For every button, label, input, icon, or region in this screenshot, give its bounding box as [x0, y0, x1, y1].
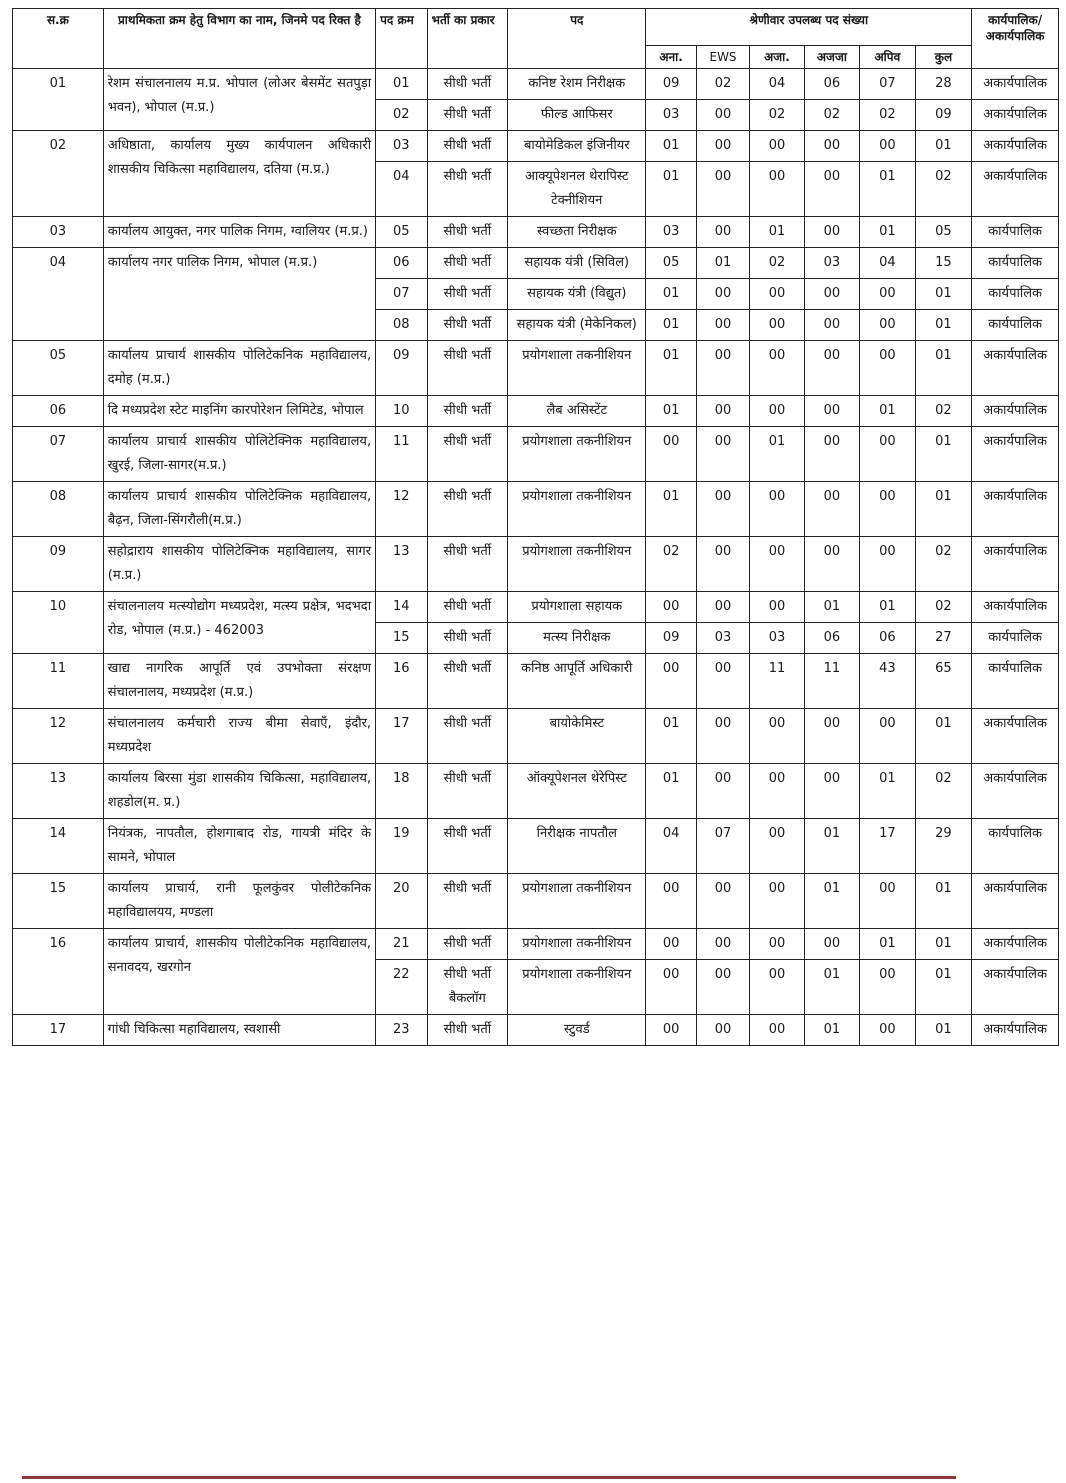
department-cell: कार्यालय नगर पालिक निगम, भोपाल (म.प्र.): [103, 248, 375, 341]
serial-number-cell: 01: [13, 69, 104, 131]
header-dept: प्राथमिकता क्रम हेतु विभाग का नाम, जिनमे पद रिक्त है: [103, 9, 375, 69]
serial-number-cell: 11: [13, 654, 104, 709]
category-count-cell: 01: [646, 162, 696, 217]
category-count-cell: 00: [860, 537, 915, 592]
header-cat-2: अजा.: [750, 46, 804, 69]
recruitment-type-cell: सीधी भर्ती: [427, 482, 508, 537]
category-count-cell: 00: [750, 341, 804, 396]
department-cell: संचालनालय मत्स्योद्योग मध्यप्रदेश, मत्स्य प्रक्षेत्र, भदभदा रोड, भोपाल (म.प्र.) - 462003: [103, 592, 375, 654]
category-count-cell: 01: [646, 709, 696, 764]
executive-status-cell: अकार्यपालिक: [972, 162, 1059, 217]
category-count-cell: 00: [646, 592, 696, 623]
category-count-cell: 00: [750, 1015, 804, 1046]
post-number-cell: 07: [376, 279, 427, 310]
category-count-cell: 00: [696, 310, 749, 341]
category-count-cell: 00: [696, 482, 749, 537]
category-count-cell: 00: [696, 396, 749, 427]
executive-status-cell: अकार्यपालिक: [972, 764, 1059, 819]
executive-status-cell: अकार्यपालिक: [972, 709, 1059, 764]
category-count-cell: 01: [646, 131, 696, 162]
category-count-cell: 01: [804, 1015, 859, 1046]
category-count-cell: 01: [804, 874, 859, 929]
department-cell: कार्यालय प्राचार्य, रानी फूलकुंवर पोलीटेकनिक महाविद्यालयय, मण्डला: [103, 874, 375, 929]
recruitment-type-cell: सीधी भर्ती: [427, 537, 508, 592]
table-row: [13, 69, 1059, 100]
category-count-cell: 00: [750, 709, 804, 764]
category-count-cell: 01: [646, 279, 696, 310]
category-count-cell: 03: [646, 100, 696, 131]
executive-status-cell: कार्यपालिक: [972, 654, 1059, 709]
category-count-cell: 01: [915, 427, 972, 482]
post-number-cell: 16: [376, 654, 427, 709]
footer-rule: [22, 1476, 956, 1479]
category-count-cell: 00: [750, 929, 804, 960]
category-count-cell: 02: [915, 537, 972, 592]
post-name-cell: सहायक यंत्री (विद्युत): [508, 279, 646, 310]
category-count-cell: 29: [915, 819, 972, 874]
header-exec: कार्यपालिक/ अकार्यपालिक: [972, 9, 1059, 69]
category-count-cell: 06: [860, 623, 915, 654]
executive-status-cell: अकार्यपालिक: [972, 592, 1059, 623]
category-count-cell: 00: [696, 341, 749, 396]
category-count-cell: 01: [750, 217, 804, 248]
category-count-cell: 00: [804, 131, 859, 162]
table-row: [13, 248, 1059, 279]
category-count-cell: 01: [646, 482, 696, 537]
post-number-cell: 10: [376, 396, 427, 427]
executive-status-cell: अकार्यपालिक: [972, 929, 1059, 960]
table-row: [13, 341, 1059, 396]
category-count-cell: 00: [750, 592, 804, 623]
category-count-cell: 02: [915, 162, 972, 217]
serial-number-cell: 10: [13, 592, 104, 654]
recruitment-type-cell: सीधी भर्ती बैकलॉग: [427, 960, 508, 1015]
category-count-cell: 01: [804, 592, 859, 623]
category-count-cell: 09: [915, 100, 972, 131]
recruitment-type-cell: सीधी भर्ती: [427, 69, 508, 100]
department-cell: दि मध्यप्रदेश स्टेट माइनिंग कारपोरेशन लिमिटेड, भोपाल: [103, 396, 375, 427]
category-count-cell: 09: [646, 623, 696, 654]
post-name-cell: प्रयोगशाला तकनीशियन: [508, 874, 646, 929]
post-name-cell: ऑक्यूपेशनल थेरेपिस्ट: [508, 764, 646, 819]
category-count-cell: 05: [646, 248, 696, 279]
category-count-cell: 03: [804, 248, 859, 279]
category-count-cell: 00: [750, 131, 804, 162]
executive-status-cell: अकार्यपालिक: [972, 1015, 1059, 1046]
category-count-cell: 27: [915, 623, 972, 654]
category-count-cell: 00: [696, 537, 749, 592]
department-cell: कार्यालय आयुक्त, नगर पालिक निगम, ग्वालियर (म.प्र.): [103, 217, 375, 248]
serial-number-cell: 08: [13, 482, 104, 537]
recruitment-type-cell: सीधी भर्ती: [427, 396, 508, 427]
serial-number-cell: 17: [13, 1015, 104, 1046]
category-count-cell: 00: [696, 592, 749, 623]
category-count-cell: 00: [804, 929, 859, 960]
department-cell: अधिष्ठाता, कार्यालय मुख्य कार्यपालन अधिकारी शासकीय चिकित्सा महाविद्यालय, दतिया (म.प्र.): [103, 131, 375, 217]
category-count-cell: 01: [915, 310, 972, 341]
category-count-cell: 00: [804, 341, 859, 396]
table-row: [13, 1015, 1059, 1046]
post-name-cell: निरीक्षक नापतौल: [508, 819, 646, 874]
post-name-cell: प्रयोगशाला तकनीशियन: [508, 537, 646, 592]
department-cell: नियंत्रक, नापतौल, होशगाबाद रोड, गायत्री मंदिर के सामने, भोपाल: [103, 819, 375, 874]
executive-status-cell: अकार्यपालिक: [972, 537, 1059, 592]
department-cell: कार्यालय प्राचार्य शासकीय पोलिटेकनिक महाविद्यालय, दमोह (म.प्र.): [103, 341, 375, 396]
table-row: [13, 654, 1059, 709]
category-count-cell: 01: [915, 482, 972, 537]
category-count-cell: 00: [750, 960, 804, 1015]
category-count-cell: 00: [646, 929, 696, 960]
serial-number-cell: 03: [13, 217, 104, 248]
serial-number-cell: 12: [13, 709, 104, 764]
post-number-cell: 15: [376, 623, 427, 654]
category-count-cell: 00: [696, 654, 749, 709]
table-row: [13, 427, 1059, 482]
serial-number-cell: 02: [13, 131, 104, 217]
category-count-cell: 00: [646, 427, 696, 482]
executive-status-cell: अकार्यपालिक: [972, 131, 1059, 162]
category-count-cell: 02: [915, 764, 972, 819]
category-count-cell: 01: [915, 131, 972, 162]
table-row: [13, 131, 1059, 162]
post-name-cell: फील्ड आफिसर: [508, 100, 646, 131]
category-count-cell: 00: [750, 482, 804, 537]
serial-number-cell: 07: [13, 427, 104, 482]
category-count-cell: 01: [860, 217, 915, 248]
category-count-cell: 01: [915, 341, 972, 396]
header-cat-3: अजजा: [804, 46, 859, 69]
category-count-cell: 03: [646, 217, 696, 248]
serial-number-cell: 04: [13, 248, 104, 341]
category-count-cell: 06: [804, 623, 859, 654]
category-count-cell: 11: [804, 654, 859, 709]
recruitment-type-cell: सीधी भर्ती: [427, 819, 508, 874]
executive-status-cell: अकार्यपालिक: [972, 874, 1059, 929]
executive-status-cell: अकार्यपालिक: [972, 396, 1059, 427]
recruitment-type-cell: सीधी भर्ती: [427, 874, 508, 929]
category-count-cell: 00: [860, 427, 915, 482]
table-row: [13, 482, 1059, 537]
category-count-cell: 01: [696, 248, 749, 279]
category-count-cell: 00: [696, 1015, 749, 1046]
category-count-cell: 00: [860, 279, 915, 310]
category-count-cell: 01: [915, 1015, 972, 1046]
category-count-cell: 01: [646, 341, 696, 396]
table-row: [13, 874, 1059, 929]
category-count-cell: 00: [646, 654, 696, 709]
post-name-cell: स्टुवर्ड: [508, 1015, 646, 1046]
category-count-cell: 00: [750, 764, 804, 819]
post-name-cell: मत्स्य निरीक्षक: [508, 623, 646, 654]
category-count-cell: 00: [750, 819, 804, 874]
category-count-cell: 07: [696, 819, 749, 874]
category-count-cell: 00: [804, 537, 859, 592]
category-count-cell: 02: [646, 537, 696, 592]
recruitment-type-cell: सीधी भर्ती: [427, 100, 508, 131]
post-number-cell: 17: [376, 709, 427, 764]
table-row: [13, 396, 1059, 427]
category-count-cell: 05: [915, 217, 972, 248]
header-cat-0: अना.: [646, 46, 696, 69]
post-number-cell: 18: [376, 764, 427, 819]
post-number-cell: 06: [376, 248, 427, 279]
post-name-cell: प्रयोगशाला तकनीशियन: [508, 929, 646, 960]
post-name-cell: लैब असिस्टेंट: [508, 396, 646, 427]
category-count-cell: 04: [750, 69, 804, 100]
category-count-cell: 11: [750, 654, 804, 709]
executive-status-cell: कार्यपालिक: [972, 623, 1059, 654]
category-count-cell: 01: [860, 592, 915, 623]
category-count-cell: 00: [860, 131, 915, 162]
category-count-cell: 02: [860, 100, 915, 131]
executive-status-cell: अकार्यपालिक: [972, 482, 1059, 537]
category-count-cell: 01: [915, 960, 972, 1015]
category-count-cell: 03: [696, 623, 749, 654]
category-count-cell: 43: [860, 654, 915, 709]
category-count-cell: 00: [696, 960, 749, 1015]
department-cell: खाद्य नागरिक आपूर्ति एवं उपभोक्ता संरक्षण संचालनालय, मध्यप्रदेश (म.प्र.): [103, 654, 375, 709]
serial-number-cell: 14: [13, 819, 104, 874]
category-count-cell: 02: [696, 69, 749, 100]
category-count-cell: 02: [750, 100, 804, 131]
post-number-cell: 23: [376, 1015, 427, 1046]
header-sno: स.क्र: [13, 9, 104, 69]
serial-number-cell: 06: [13, 396, 104, 427]
category-count-cell: 01: [915, 709, 972, 764]
category-count-cell: 00: [860, 709, 915, 764]
table-row: [13, 929, 1059, 960]
post-number-cell: 22: [376, 960, 427, 1015]
recruitment-type-cell: सीधी भर्ती: [427, 654, 508, 709]
category-count-cell: 01: [860, 396, 915, 427]
category-count-cell: 09: [646, 69, 696, 100]
recruitment-type-cell: सीधी भर्ती: [427, 929, 508, 960]
category-count-cell: 00: [804, 764, 859, 819]
category-count-cell: 00: [646, 960, 696, 1015]
category-count-cell: 00: [696, 764, 749, 819]
category-count-cell: 02: [915, 592, 972, 623]
category-count-cell: 03: [750, 623, 804, 654]
recruitment-type-cell: सीधी भर्ती: [427, 131, 508, 162]
executive-status-cell: कार्यपालिक: [972, 310, 1059, 341]
category-count-cell: 00: [860, 482, 915, 537]
category-count-cell: 00: [750, 396, 804, 427]
recruitment-type-cell: सीधी भर्ती: [427, 310, 508, 341]
category-count-cell: 01: [646, 396, 696, 427]
category-count-cell: 00: [860, 874, 915, 929]
category-count-cell: 00: [804, 162, 859, 217]
post-number-cell: 01: [376, 69, 427, 100]
category-count-cell: 00: [646, 1015, 696, 1046]
department-cell: संचालनालय कर्मचारी राज्य बीमा सेवाएँ, इंदौर, मध्यप्रदेश: [103, 709, 375, 764]
post-number-cell: 04: [376, 162, 427, 217]
serial-number-cell: 16: [13, 929, 104, 1015]
header-category-group: श्रेणीवार उपलब्ध पद संख्या: [646, 9, 972, 46]
post-number-cell: 19: [376, 819, 427, 874]
header-post-no: पद क्रम: [376, 9, 427, 69]
table-row: [13, 537, 1059, 592]
category-count-cell: 07: [860, 69, 915, 100]
category-count-cell: 00: [696, 427, 749, 482]
category-count-cell: 00: [750, 310, 804, 341]
header-cat-4: अपिव: [860, 46, 915, 69]
post-name-cell: कनिष्ठ आपूर्ति अधिकारी: [508, 654, 646, 709]
category-count-cell: 04: [646, 819, 696, 874]
recruitment-type-cell: सीधी भर्ती: [427, 623, 508, 654]
category-count-cell: 01: [804, 960, 859, 1015]
category-count-cell: 00: [804, 396, 859, 427]
post-name-cell: आक्यूपेशनल थेरापिस्ट टेक्नीशियन: [508, 162, 646, 217]
post-name-cell: बायोमेडिकल इंजिनीयर: [508, 131, 646, 162]
category-count-cell: 00: [646, 874, 696, 929]
category-count-cell: 00: [696, 162, 749, 217]
post-name-cell: बायोकेमिस्ट: [508, 709, 646, 764]
executive-status-cell: अकार्यपालिक: [972, 341, 1059, 396]
post-name-cell: प्रयोगशाला तकनीशियन: [508, 482, 646, 537]
department-cell: कार्यालय प्राचार्य शासकीय पोलिटेक्निक महाविद्यालय, बैढ़न, जिला-सिंगरौली(म.प्र.): [103, 482, 375, 537]
post-name-cell: स्वच्छता निरीक्षक: [508, 217, 646, 248]
recruitment-type-cell: सीधी भर्ती: [427, 709, 508, 764]
category-count-cell: 02: [915, 396, 972, 427]
recruitment-type-cell: सीधी भर्ती: [427, 1015, 508, 1046]
category-count-cell: 01: [646, 310, 696, 341]
category-count-cell: 01: [860, 764, 915, 819]
category-count-cell: 00: [696, 100, 749, 131]
executive-status-cell: अकार्यपालिक: [972, 100, 1059, 131]
category-count-cell: 00: [696, 874, 749, 929]
category-count-cell: 01: [646, 764, 696, 819]
post-number-cell: 08: [376, 310, 427, 341]
recruitment-type-cell: सीधी भर्ती: [427, 427, 508, 482]
category-count-cell: 28: [915, 69, 972, 100]
serial-number-cell: 13: [13, 764, 104, 819]
category-count-cell: 00: [804, 427, 859, 482]
post-number-cell: 14: [376, 592, 427, 623]
header-post: पद: [508, 9, 646, 69]
post-number-cell: 11: [376, 427, 427, 482]
post-name-cell: सहायक यंत्री (सिविल): [508, 248, 646, 279]
category-count-cell: 00: [860, 960, 915, 1015]
category-count-cell: 00: [804, 709, 859, 764]
category-count-cell: 01: [915, 874, 972, 929]
department-cell: कार्यालय प्राचार्य, शासकीय पोलीटेकनिक महाविद्यालय, सनावदय, खरगोन: [103, 929, 375, 1015]
category-count-cell: 00: [750, 874, 804, 929]
post-name-cell: प्रयोगशाला तकनीशियन: [508, 341, 646, 396]
recruitment-type-cell: सीधी भर्ती: [427, 162, 508, 217]
serial-number-cell: 05: [13, 341, 104, 396]
category-count-cell: 01: [860, 929, 915, 960]
post-name-cell: प्रयोगशाला तकनीशियन: [508, 960, 646, 1015]
serial-number-cell: 15: [13, 874, 104, 929]
category-count-cell: 01: [750, 427, 804, 482]
category-count-cell: 17: [860, 819, 915, 874]
post-number-cell: 21: [376, 929, 427, 960]
post-number-cell: 20: [376, 874, 427, 929]
recruitment-type-cell: सीधी भर्ती: [427, 341, 508, 396]
executive-status-cell: अकार्यपालिक: [972, 960, 1059, 1015]
post-name-cell: प्रयोगशाला सहायक: [508, 592, 646, 623]
post-number-cell: 09: [376, 341, 427, 396]
recruitment-type-cell: सीधी भर्ती: [427, 279, 508, 310]
category-count-cell: 00: [860, 310, 915, 341]
executive-status-cell: अकार्यपालिक: [972, 69, 1059, 100]
recruitment-type-cell: सीधी भर्ती: [427, 248, 508, 279]
table-row: [13, 709, 1059, 764]
category-count-cell: 00: [750, 279, 804, 310]
category-count-cell: 00: [860, 341, 915, 396]
post-number-cell: 03: [376, 131, 427, 162]
vacancy-table: [12, 8, 1059, 1046]
post-name-cell: कनिष्ट रेशम निरीक्षक: [508, 69, 646, 100]
table-row: [13, 819, 1059, 874]
category-count-cell: 01: [804, 819, 859, 874]
category-count-cell: 00: [696, 131, 749, 162]
post-number-cell: 02: [376, 100, 427, 131]
post-name-cell: प्रयोगशाला तकनीशियन: [508, 427, 646, 482]
recruitment-type-cell: सीधी भर्ती: [427, 592, 508, 623]
executive-status-cell: कार्यपालिक: [972, 279, 1059, 310]
category-count-cell: 00: [750, 537, 804, 592]
category-count-cell: 01: [915, 279, 972, 310]
category-count-cell: 04: [860, 248, 915, 279]
category-count-cell: 00: [804, 482, 859, 537]
category-count-cell: 02: [804, 100, 859, 131]
table-row: [13, 592, 1059, 623]
executive-status-cell: कार्यपालिक: [972, 248, 1059, 279]
category-count-cell: 15: [915, 248, 972, 279]
table-row: [13, 217, 1059, 248]
executive-status-cell: अकार्यपालिक: [972, 427, 1059, 482]
department-cell: कार्यालय प्राचार्य शासकीय पोलिटेक्निक महाविद्यालय, खुरई, जिला-सागर(म.प्र.): [103, 427, 375, 482]
department-cell: कार्यालय बिरसा मुंडा शासकीय चिकित्सा, महाविद्यालय, शहडोल(म. प्र.): [103, 764, 375, 819]
department-cell: रेशम संचालनालय म.प्र. भोपाल (लोअर बेसमेंट सतपुड़ा भवन), भोपाल (म.प्र.): [103, 69, 375, 131]
category-count-cell: 00: [696, 279, 749, 310]
category-count-cell: 01: [915, 929, 972, 960]
recruitment-type-cell: सीधी भर्ती: [427, 217, 508, 248]
header-recruit-type: भर्ती का प्रकार: [427, 9, 508, 69]
category-count-cell: 00: [804, 279, 859, 310]
post-number-cell: 12: [376, 482, 427, 537]
header-cat-5: कुल: [915, 46, 972, 69]
post-number-cell: 13: [376, 537, 427, 592]
header-cat-1: EWS: [696, 46, 749, 69]
category-count-cell: 00: [696, 217, 749, 248]
executive-status-cell: कार्यपालिक: [972, 819, 1059, 874]
category-count-cell: 06: [804, 69, 859, 100]
post-name-cell: सहायक यंत्री (मेकेनिकल): [508, 310, 646, 341]
post-number-cell: 05: [376, 217, 427, 248]
category-count-cell: 00: [860, 1015, 915, 1046]
recruitment-type-cell: सीधी भर्ती: [427, 764, 508, 819]
department-cell: सहोद्राराय शासकीय पोलिटेक्निक महाविद्यालय, सागर (म.प्र.): [103, 537, 375, 592]
table-row: [13, 764, 1059, 819]
serial-number-cell: 09: [13, 537, 104, 592]
category-count-cell: 00: [804, 217, 859, 248]
category-count-cell: 65: [915, 654, 972, 709]
department-cell: गांधी चिकित्सा महाविद्यालय, स्वशासी: [103, 1015, 375, 1046]
category-count-cell: 00: [696, 929, 749, 960]
category-count-cell: 00: [696, 709, 749, 764]
category-count-cell: 01: [860, 162, 915, 217]
category-count-cell: 00: [750, 162, 804, 217]
category-count-cell: 00: [804, 310, 859, 341]
executive-status-cell: कार्यपालिक: [972, 217, 1059, 248]
category-count-cell: 02: [750, 248, 804, 279]
